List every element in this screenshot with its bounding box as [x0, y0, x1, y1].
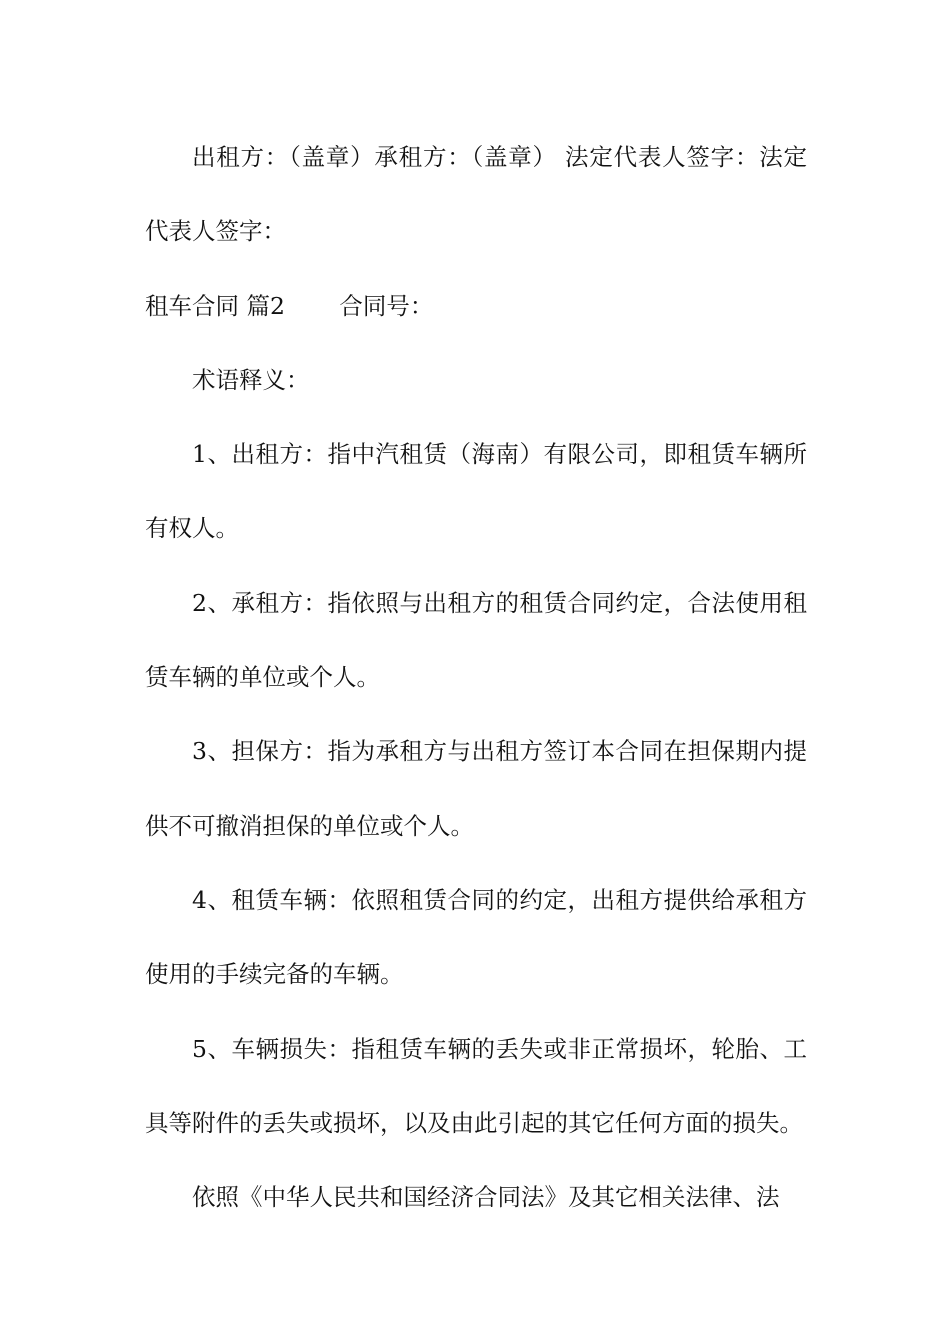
term-item-1: 1、出租方：指中汽租赁（海南）有限公司，即租赁车辆所有权人。	[145, 440, 807, 543]
document-body	[145, 120, 807, 1234]
term-item-4: 4、租赁车辆：依照租赁合同的约定，出租方提供给承租方使用的手续完备的车辆。	[145, 885, 807, 989]
term-item-5: 5、车辆损失：指租赁车辆的丢失或非正常损坏，轮胎、工具等附件的丢失或损坏，以及由此引起的其它任何方面的损失。	[145, 1034, 807, 1137]
term-item-2: 2、承租方：指依照与出租方的租赁合同约定，合法使用租赁车辆的单位或个人。	[145, 588, 807, 692]
signature-block: 出租方：（盖章）承租方：（盖章） 法定代表人签字：法定代表人签字：	[145, 143, 807, 246]
term-item-3: 3、担保方：指为承租方与出租方签订本合同在担保期内提供不可撤消担保的单位或个人。	[145, 737, 807, 840]
terms-title: 术语释义：	[192, 365, 310, 394]
contract-heading: 租车合同 篇2 合同号：	[145, 291, 434, 320]
closing-paragraph: 依照《中华人民共和国经济合同法》及其它相关法律、法	[192, 1183, 780, 1212]
